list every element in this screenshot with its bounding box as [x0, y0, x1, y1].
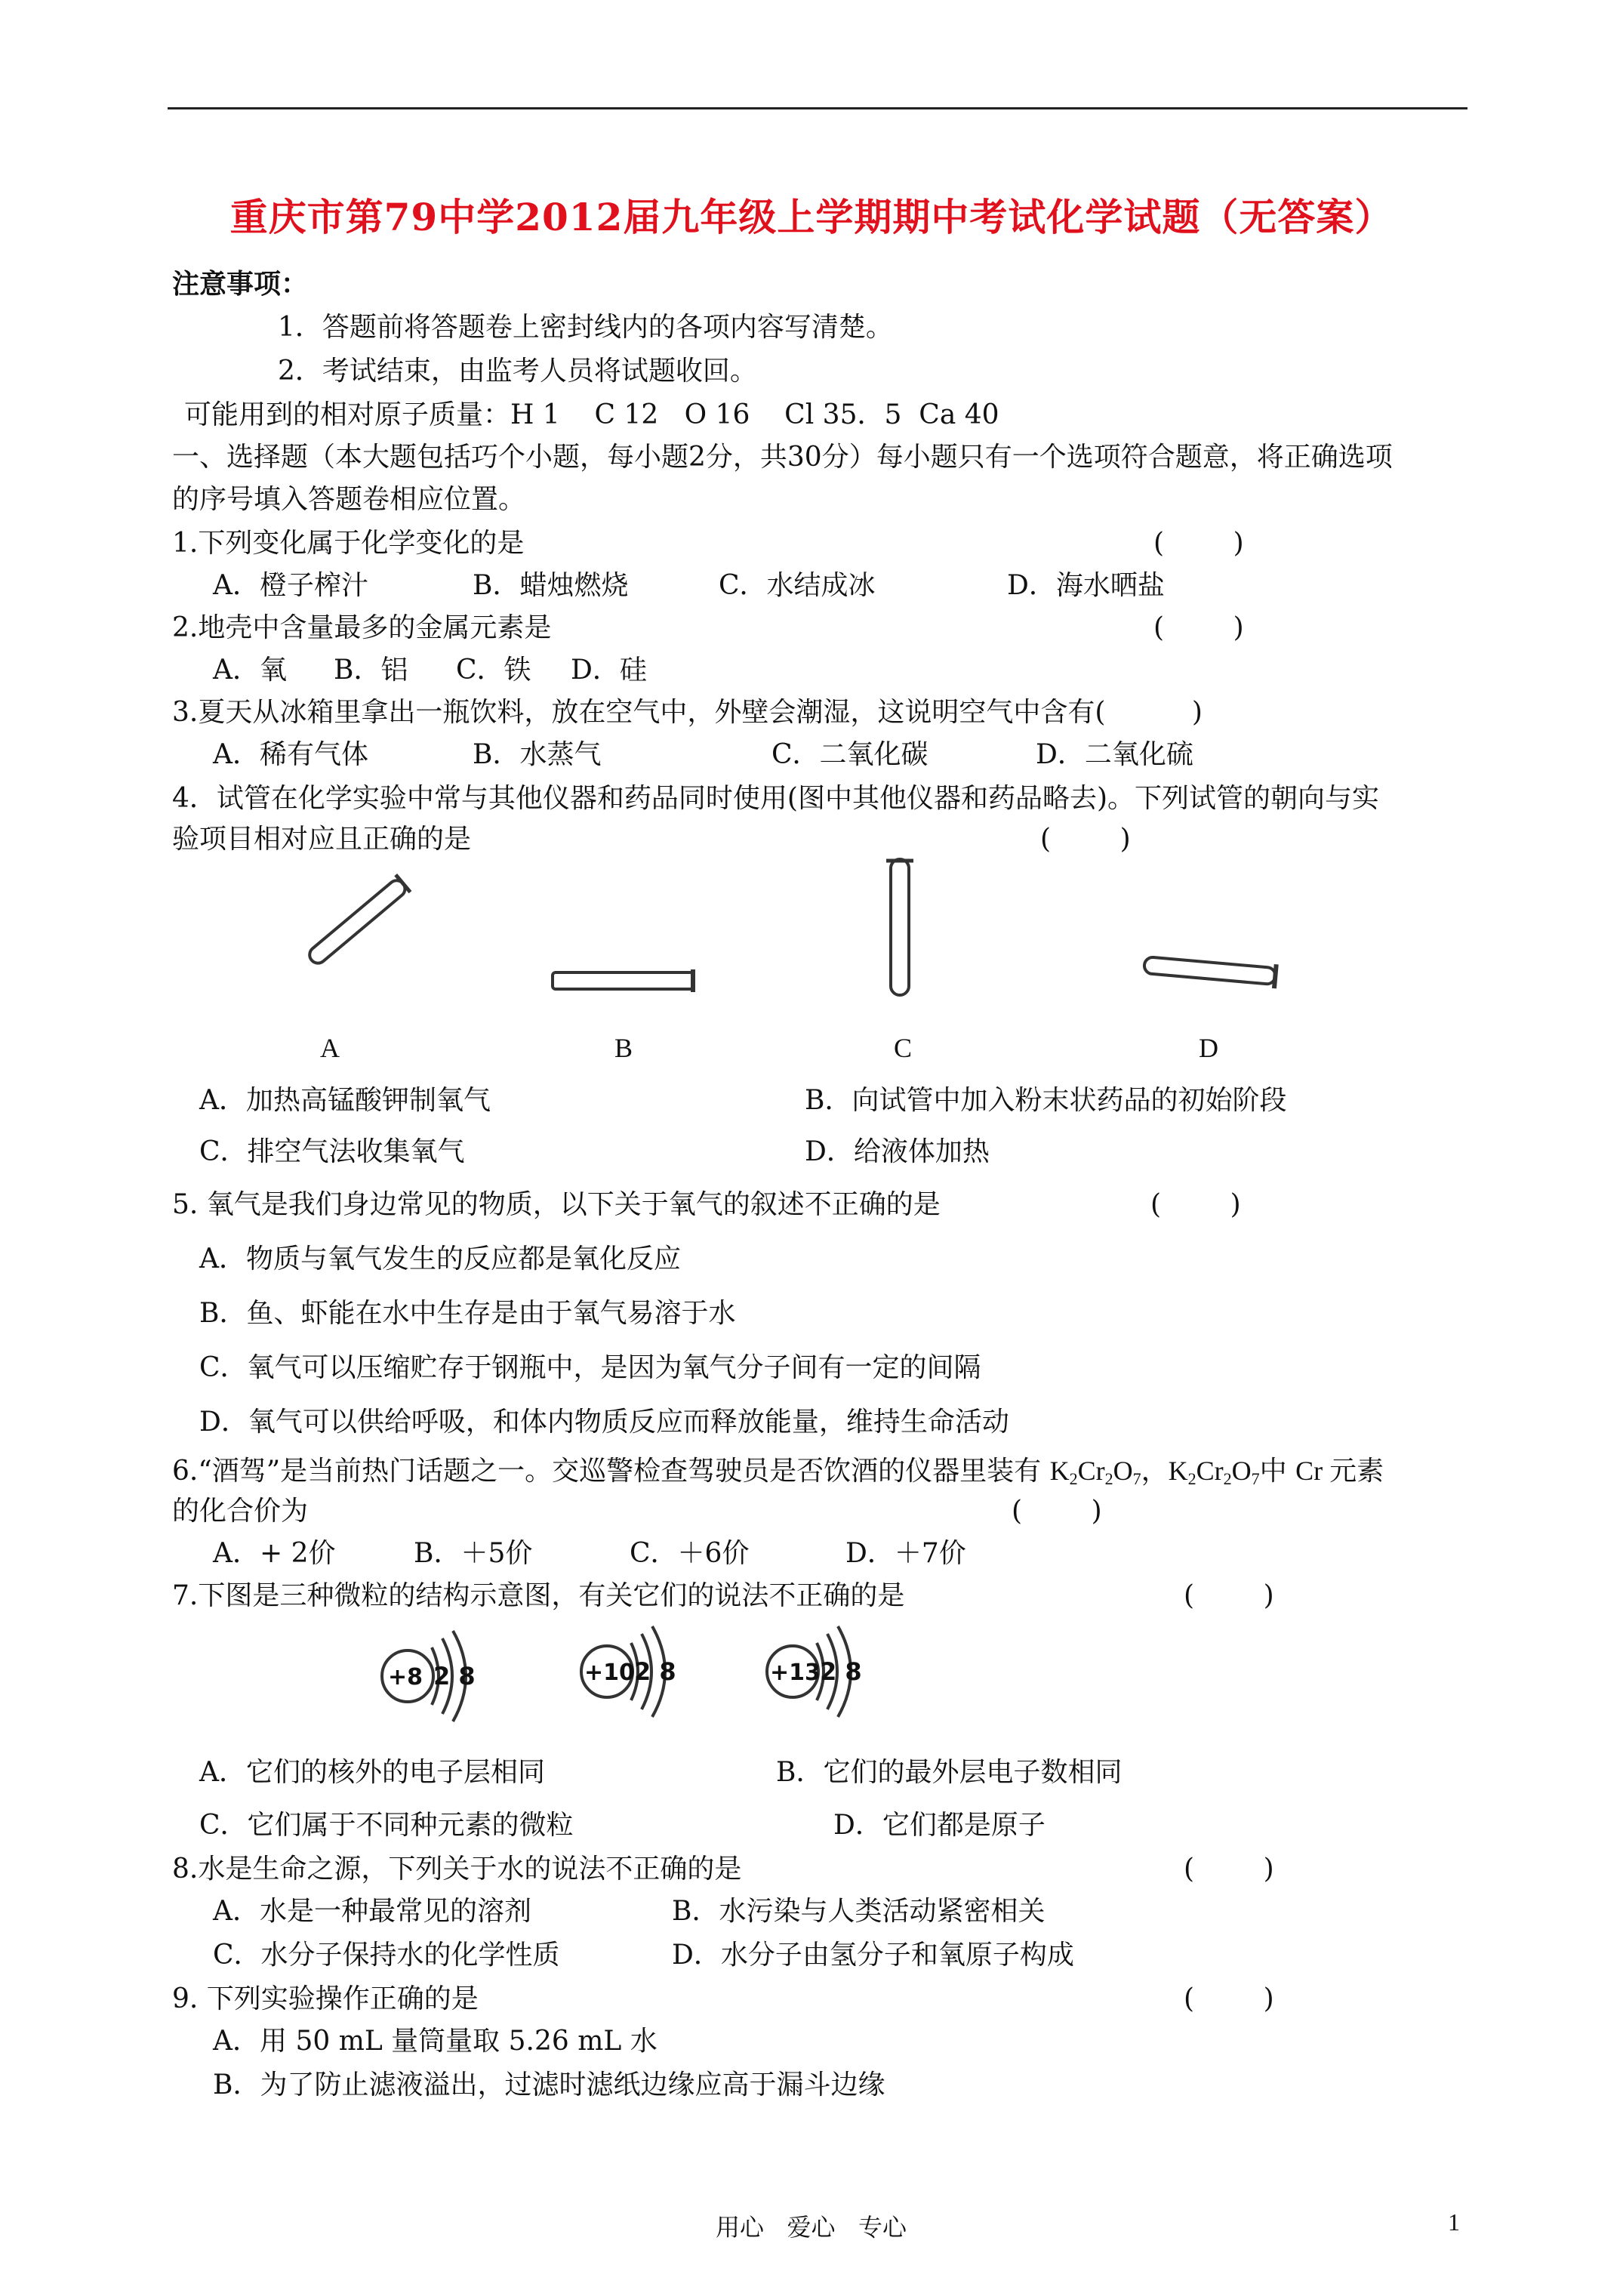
q1-option-c: C．水结成冰	[719, 570, 876, 601]
q3-option-d: D．二氧化硫	[1036, 739, 1193, 770]
q6-stem-line-2: 的化合价为	[172, 1496, 309, 1527]
q1-option-a: A．橙子榨汁	[213, 570, 368, 601]
q9-option-b: B．为了防止滤液溢出，过滤时滤纸边缘应高于漏斗边缘	[213, 2069, 885, 2100]
q6-option-b: B．＋5价	[414, 1538, 533, 1569]
q2-stem: 2.地壳中含量最多的金属元素是	[172, 612, 552, 643]
particle-1-nucleus: +8	[388, 1664, 423, 1690]
q3-option-b: B．水蒸气	[473, 739, 602, 770]
q5-option-c: C．氧气可以压缩贮存于钢瓶中，是因为氧气分子间有一定的间隔	[199, 1352, 981, 1383]
q1-answer-paren: ( )	[1153, 528, 1244, 559]
q4-option-c: C．排空气法收集氧气	[199, 1136, 465, 1167]
q5-answer-paren: ( )	[1150, 1189, 1241, 1220]
q4-answer-paren: ( )	[1040, 824, 1131, 855]
q9-answer-paren: ( )	[1184, 1983, 1274, 2014]
figure-label-c: C	[894, 1033, 913, 1063]
q4-option-a: A．加热高锰酸钾制氧气	[199, 1085, 491, 1116]
q6-answer-paren: ( )	[1012, 1496, 1102, 1527]
q7-option-d: D．它们都是原子	[833, 1810, 1046, 1841]
particle-3-nucleus: +13	[770, 1660, 821, 1686]
q8-option-b: B．水污染与人类活动紧密相关	[672, 1896, 1046, 1927]
q1-stem: 1.下列变化属于化学变化的是	[172, 528, 525, 559]
page-number: 1	[1448, 2208, 1460, 2236]
q6-option-c: C．＋6价	[630, 1538, 750, 1569]
figure-label-d: D	[1199, 1033, 1218, 1063]
q7-option-c: C．它们属于不同种元素的微粒	[199, 1810, 574, 1841]
q9-option-a: A．用 50 mL 量筒量取 5.26 mL 水	[213, 2026, 658, 2057]
q2-option-b: B．铝	[334, 655, 408, 686]
figure-label-b: B	[614, 1033, 633, 1063]
q5-option-a: A．物质与氧气发生的反应都是氧化反应	[199, 1244, 681, 1274]
q4-option-d: D．给液体加热	[805, 1136, 990, 1167]
figure-label-a: A	[320, 1033, 340, 1063]
notice-item-2: 2．考试结束，由监考人员将试题收回。	[278, 356, 757, 387]
page-title: 重庆市第79中学2012届九年级上学期期中考试化学试题（无答案）	[229, 195, 1394, 239]
q2-option-c: C．铁	[456, 655, 531, 686]
q4-option-b: B．向试管中加入粉末状药品的初始阶段	[805, 1085, 1287, 1116]
particle-2-shells: 2 8	[634, 1657, 676, 1686]
q5-option-b: B．鱼、虾能在水中生存是由于氧气易溶于水	[199, 1298, 736, 1329]
q7-option-b: B．它们的最外层电子数相同	[776, 1757, 1123, 1788]
q2-option-d: D．硅	[571, 655, 647, 686]
footer-motto: 用心 爱心 专心	[716, 2213, 907, 2242]
q2-answer-paren: ( )	[1153, 612, 1244, 643]
notice-item-1: 1．答题前将答题卷上密封线内的各项内容写清楚。	[278, 312, 893, 343]
q4-stem-line-1: 4．试管在化学实验中常与其他仪器和药品同时使用(图中其他仪器和药品略去)。下列试管的朝向与实	[172, 783, 1379, 814]
atomic-mass-line: 可能用到的相对原子质量：H 1 C 12 O 16 Cl 35．5 Ca 40	[184, 399, 999, 430]
q6-option-d: D．＋7价	[845, 1538, 966, 1569]
q6-formula-2: $K_2Cr_2O_7$	[1168, 1456, 1260, 1488]
q3-option-a: A．稀有气体	[213, 739, 368, 770]
q6-separator: ，	[1141, 1456, 1169, 1487]
q6-stem-b: 中	[1259, 1456, 1287, 1487]
q4-stem-line-2: 验项目相对应且正确的是	[172, 824, 472, 855]
section-1-line-2: 的序号填入答题卷相应位置。	[172, 484, 526, 515]
q9-stem: 9. 下列实验操作正确的是	[172, 1983, 479, 2014]
q8-answer-paren: ( )	[1184, 1854, 1274, 1885]
q7-option-a: A．它们的核外的电子层相同	[199, 1757, 545, 1788]
notice-label: 注意事项：	[172, 268, 309, 300]
q8-option-a: A．水是一种最常见的溶剂	[213, 1896, 531, 1927]
q8-option-d: D．水分子由氢分子和氧原子构成	[672, 1940, 1074, 1971]
q3-option-c: C．二氧化碳	[771, 739, 929, 770]
q1-option-d: D．海水晒盐	[1007, 570, 1165, 601]
q8-stem: 8.水是生命之源，下列关于水的说法不正确的是	[172, 1854, 742, 1885]
q5-stem: 5. 氧气是我们身边常见的物质，以下关于氧气的叙述不正确的是	[172, 1189, 941, 1220]
q6-formula-1: $K_2Cr_2O_7$	[1049, 1456, 1141, 1488]
q6-stem-a: 6.“酒驾”是当前热门话题之一。交巡警检查驾驶员是否饮酒的仪器里装有	[172, 1456, 1042, 1487]
q2-option-a: A．氧	[213, 655, 287, 686]
q7-stem: 7.下图是三种微粒的结构示意图，有关它们的说法不正确的是	[172, 1580, 905, 1611]
q5-option-d: D．氧气可以供给呼吸，和体内物质反应而释放能量，维持生命活动	[199, 1407, 1009, 1438]
q6-stem-c: Cr 元素	[1295, 1456, 1384, 1486]
q7-answer-paren: ( )	[1184, 1580, 1274, 1611]
q3-stem: 3.夏天从冰箱里拿出一瓶饮料，放在空气中，外壁会潮湿，这说明空气中含有( )	[172, 697, 1203, 728]
particle-1-shells: 2 8	[433, 1662, 476, 1690]
q8-option-c: C．水分子保持水的化学性质	[213, 1940, 560, 1971]
section-1-line-1: 一、选择题（本大题包括巧个小题，每小题2分，共30分）每小题只有一个选项符合题意，将正确选项	[172, 442, 1393, 473]
q1-option-b: B．蜡烛燃烧	[473, 570, 629, 601]
q6-option-a: A．+ 2价	[213, 1538, 336, 1569]
particle-3-shells: 2 8	[820, 1657, 862, 1686]
particle-2-nucleus: +10	[584, 1660, 635, 1686]
